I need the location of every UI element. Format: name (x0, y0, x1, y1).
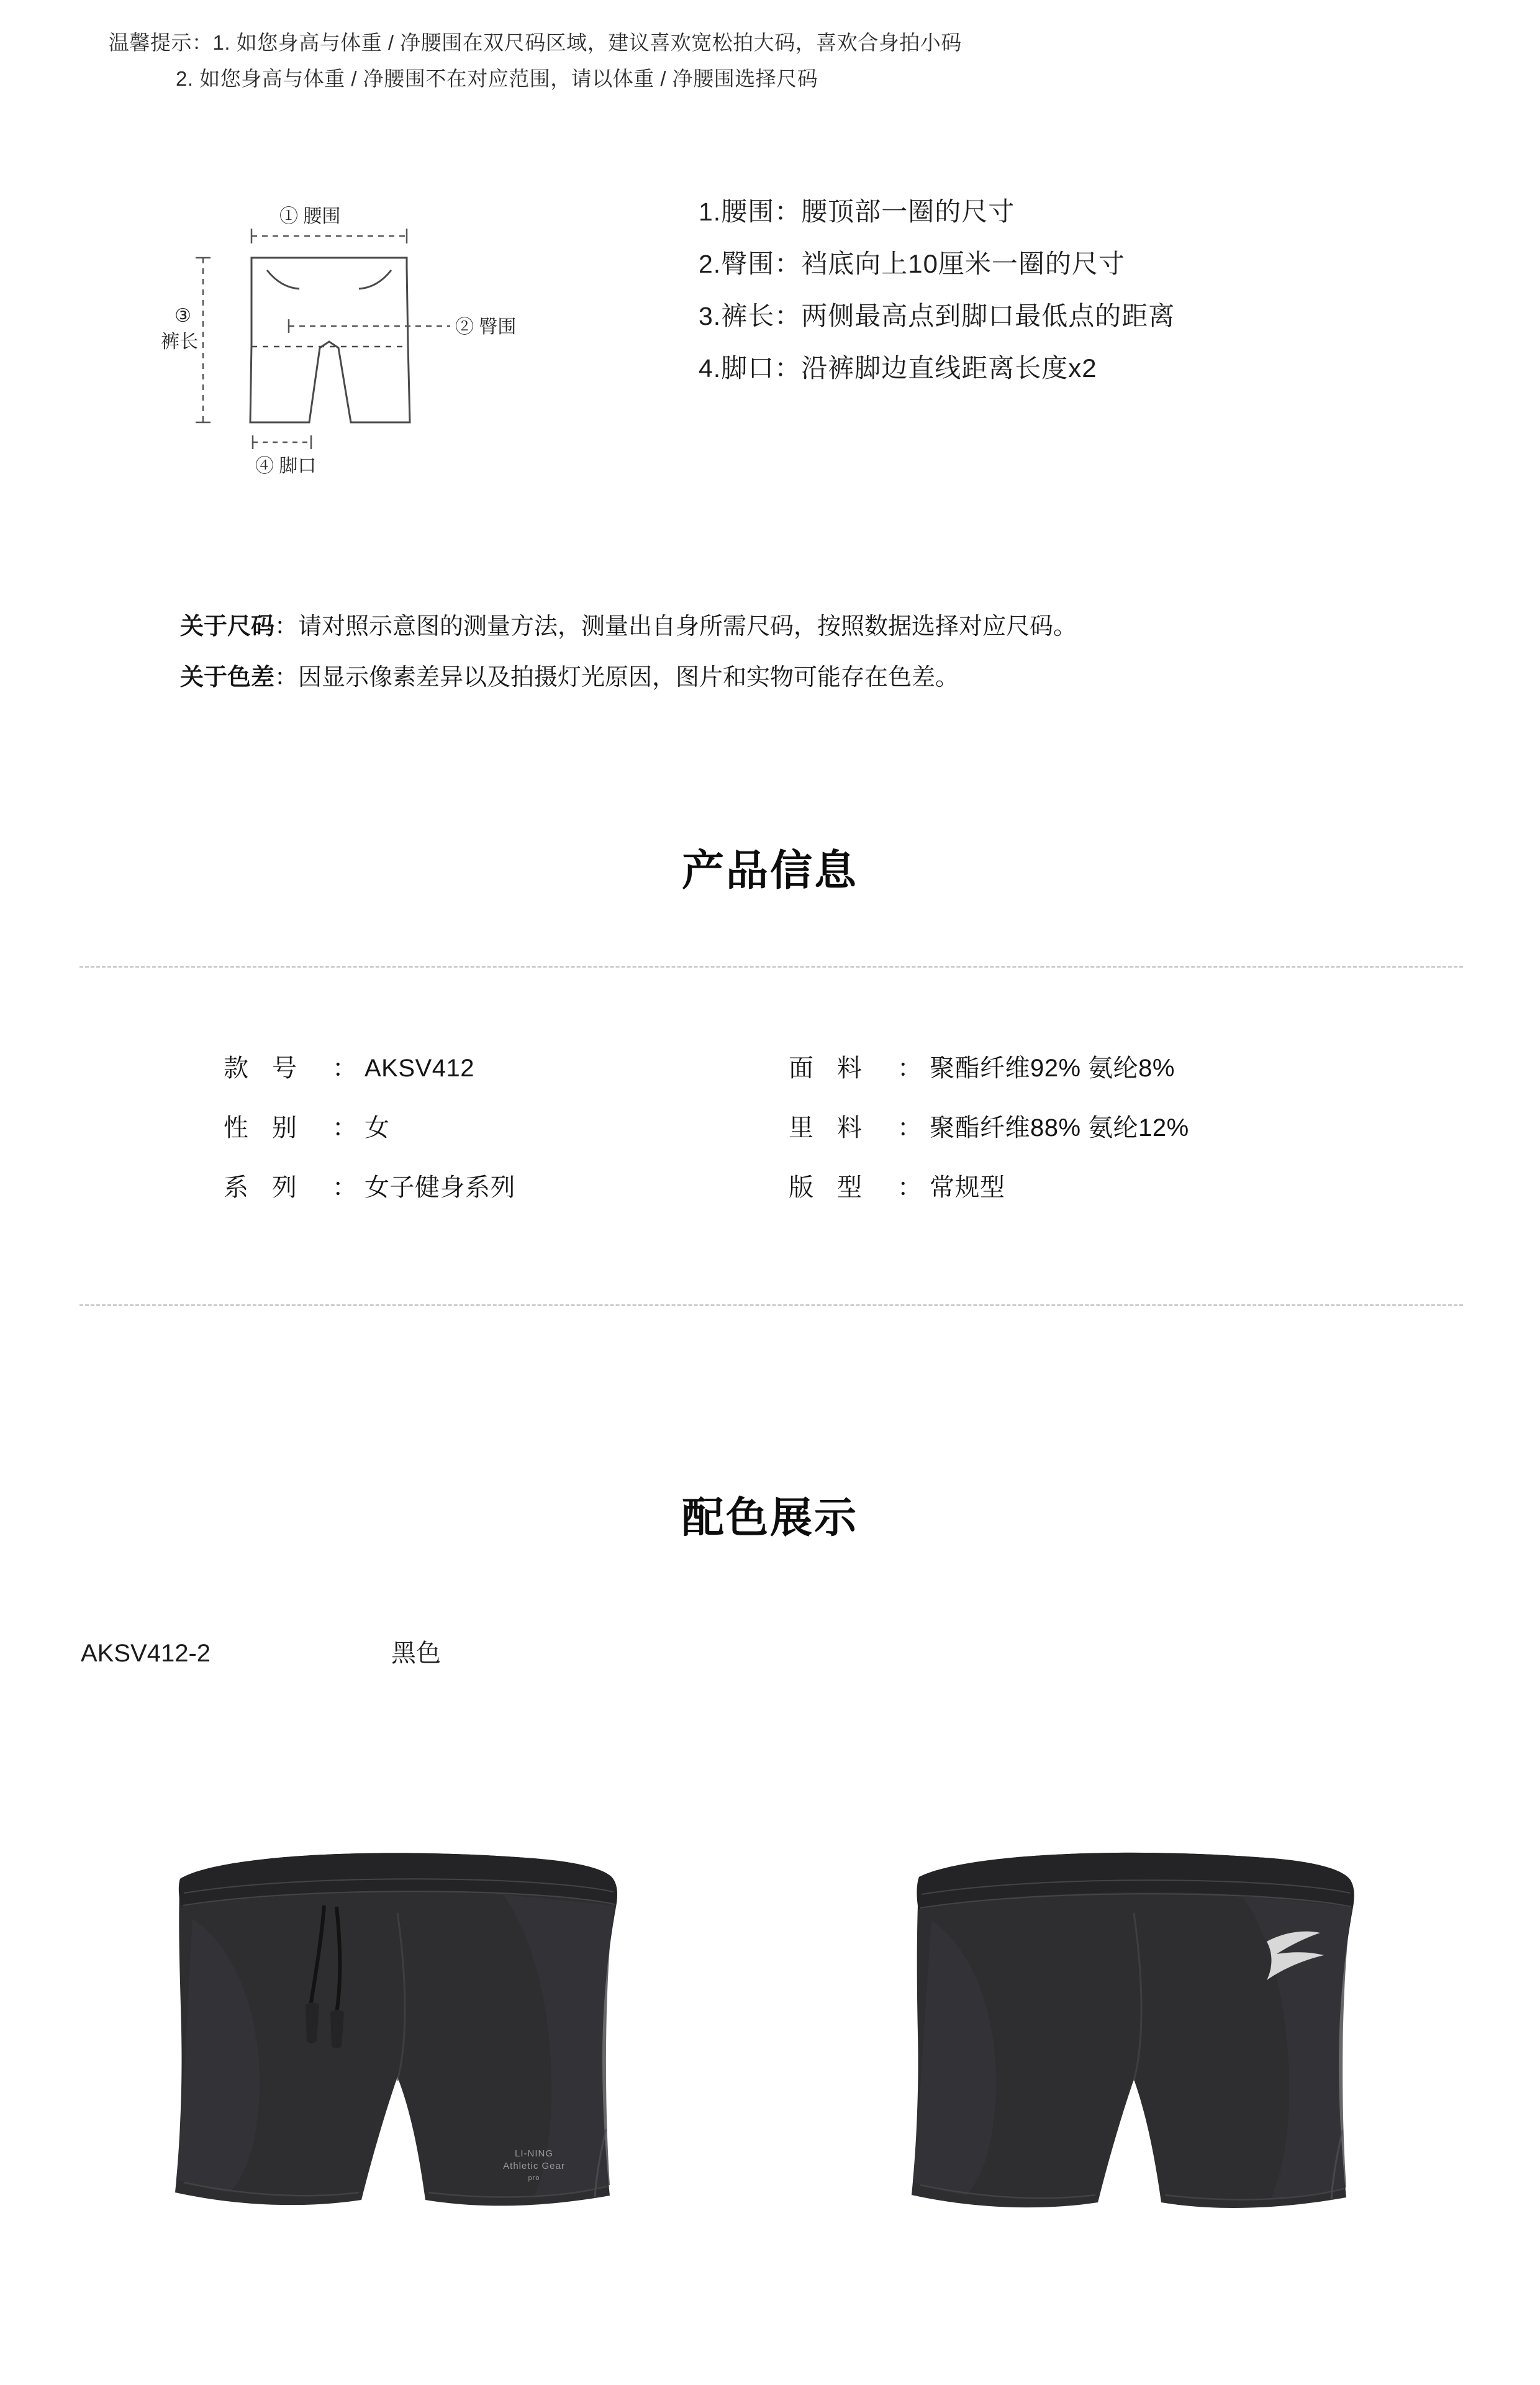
info-colon-shell-fabric: ： (897, 1055, 922, 1082)
product-info-title: 产品信息 (681, 847, 858, 894)
colorway-photos (0, 1820, 1540, 2385)
info-value-style-no: AKSV412 (365, 1055, 474, 1082)
legend-desc-3: 两侧最高点到脚口最低点的距离 (801, 301, 1175, 330)
size-tips-label: 温馨提示： (109, 31, 213, 54)
legend-num-3: 3. (699, 302, 722, 330)
info-key-gender: 性别 (224, 1114, 320, 1142)
info-colon-fit: ： (897, 1174, 922, 1201)
size-tip-line-1 (109, 25, 962, 61)
diagram-hip-label: ② 臀围 (455, 317, 517, 337)
info-colon-style-no: ： (332, 1055, 357, 1082)
info-value-shell-fabric: 聚酯纤维92% 氨纶8% (930, 1055, 1175, 1082)
measurement-legend (699, 199, 1175, 407)
info-key-series: 系列 (224, 1174, 320, 1201)
legend-term-1: 腰围： (721, 197, 802, 226)
info-row-style-no (224, 1056, 515, 1081)
legend-item-hem (699, 355, 1175, 381)
info-row-lining-fabric (789, 1115, 1189, 1140)
product-info-column-right (789, 1056, 1189, 1235)
legend-term-3: 裤长： (721, 301, 802, 330)
info-key-shell-fabric: 面料 (789, 1055, 886, 1082)
product-info-column-left (224, 1056, 515, 1235)
front-logo-line-3: pro (528, 2174, 540, 2182)
colorway-name: 黑色 (391, 1640, 441, 1667)
legend-num-4: 4. (699, 354, 722, 383)
note-text-color: 因显示像素差异以及拍摄灯光原因，图片和实物可能存在色差。 (298, 665, 959, 691)
diagram-hem-label: ④ 脚口 (255, 456, 317, 476)
info-row-fit (789, 1175, 1189, 1200)
info-row-series (224, 1175, 515, 1200)
info-row-shell-fabric (789, 1056, 1189, 1081)
size-tip-text-1: 1. 如您身高与体重 / 净腰围在双尺码区域，建议喜欢宽松拍大码，喜欢合身拍小码 (212, 31, 962, 54)
front-logo-line-2: Athletic Gear (503, 2161, 565, 2171)
note-text-size: 请对照示意图的测量方法，测量出自身所需尺码，按照数据选择对应尺码。 (298, 614, 1077, 640)
product-info-table (0, 1056, 1540, 1261)
note-sep-size: ： (274, 614, 299, 640)
product-photo-back (838, 1820, 1434, 2379)
size-tips (109, 25, 962, 97)
info-colon-series: ： (332, 1174, 357, 1201)
size-tip-text-2: 2. 如您身高与体重 / 净腰围不在对应范围，请以体重 / 净腰围选择尺码 (176, 66, 818, 90)
note-sep-color: ： (274, 665, 299, 691)
colorway-row (81, 1633, 441, 1669)
info-value-fit: 常规型 (930, 1174, 1005, 1201)
note-label-color: 关于色差 (180, 665, 275, 691)
legend-num-2: 2. (699, 250, 722, 278)
info-key-lining-fabric: 里料 (789, 1114, 886, 1142)
info-row-gender (224, 1115, 515, 1140)
legend-desc-1: 腰顶部一圈的尺寸 (801, 197, 1015, 226)
info-value-gender: 女 (365, 1114, 390, 1142)
info-value-lining-fabric: 聚酯纤维88% 氨纶12% (930, 1114, 1189, 1142)
product-photo-front (106, 1820, 702, 2379)
legend-desc-4: 沿裤脚边直线距离长度x2 (801, 353, 1097, 383)
legend-item-hip (699, 251, 1175, 277)
info-colon-lining-fabric: ： (897, 1114, 922, 1142)
legend-term-4: 脚口： (721, 353, 802, 383)
front-logo-line-1: LI-NING (514, 2148, 554, 2159)
legend-num-1: 1. (699, 198, 722, 226)
legend-desc-2: 裆底向上10厘米一圈的尺寸 (801, 249, 1125, 278)
legend-item-waist (699, 199, 1175, 225)
about-notes (180, 615, 1077, 717)
colorway-code: AKSV412-2 (81, 1640, 211, 1667)
size-tip-line-2 (109, 61, 962, 97)
legend-item-length (699, 303, 1175, 329)
info-colon-gender: ： (332, 1114, 357, 1142)
legend-term-2: 臀围： (721, 249, 802, 278)
info-key-fit: 版型 (789, 1174, 886, 1201)
diagram-length-label: 裤长 (161, 332, 198, 352)
note-label-size: 关于尺码 (180, 614, 275, 640)
shorts-measure-diagram (158, 199, 593, 522)
colorway-title: 配色展示 (681, 1494, 858, 1542)
note-about-size (180, 615, 1077, 638)
divider-top (79, 966, 1463, 968)
note-about-color (180, 666, 1077, 689)
info-value-series: 女子健身系列 (365, 1174, 515, 1201)
diagram-length-num: ③ (174, 306, 191, 326)
divider-bottom (79, 1304, 1463, 1306)
info-key-style-no: 款号 (224, 1055, 320, 1082)
diagram-waist-label: ① 腰围 (279, 206, 341, 227)
measurement-guide (0, 186, 1540, 534)
